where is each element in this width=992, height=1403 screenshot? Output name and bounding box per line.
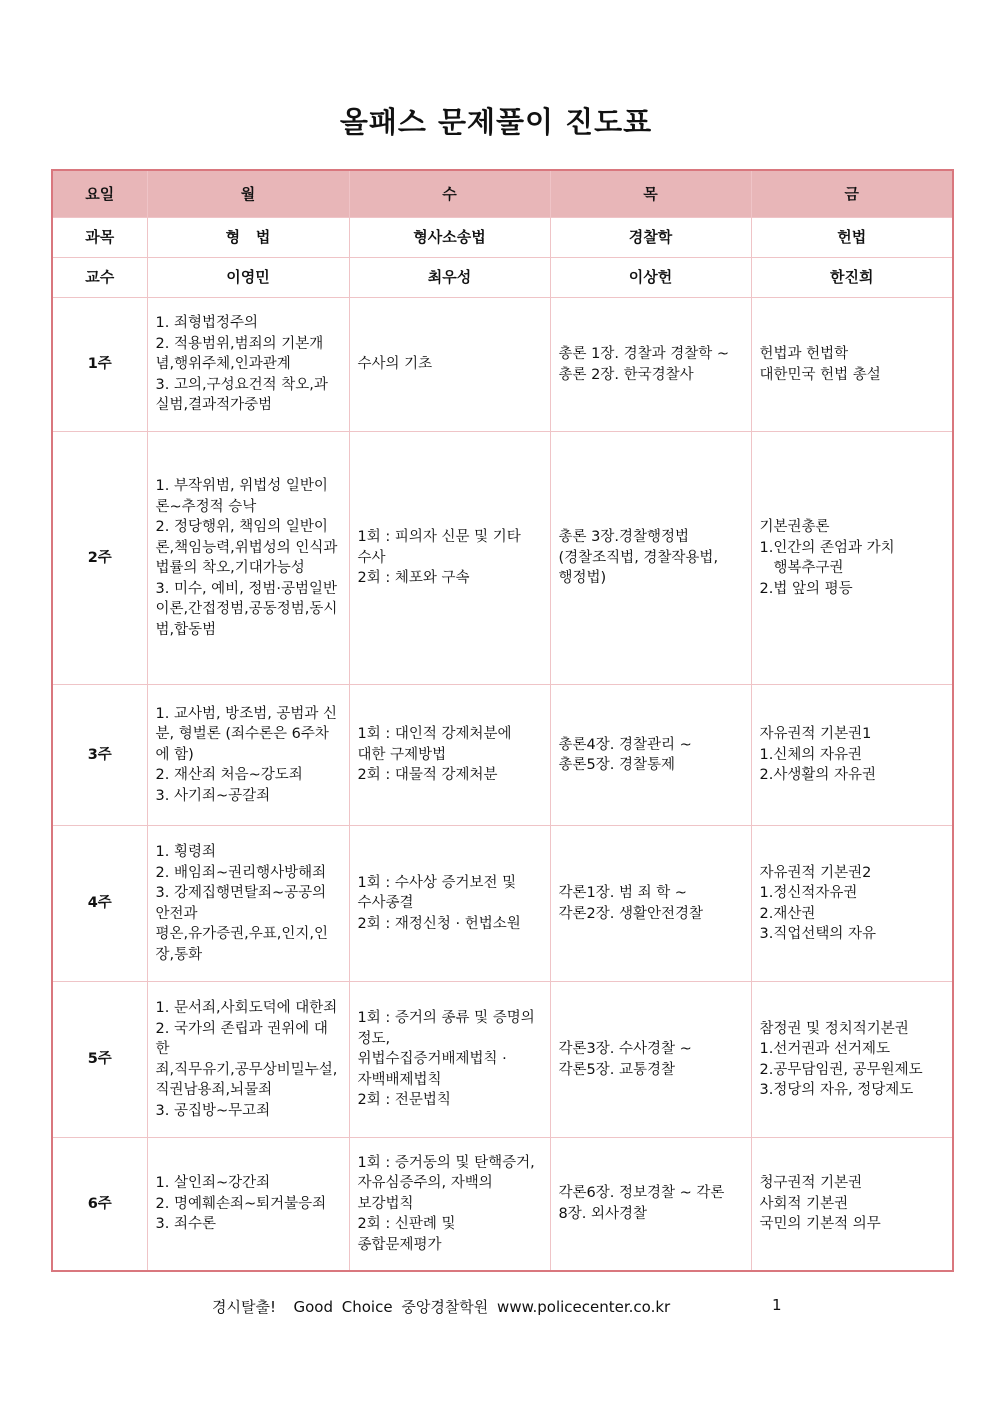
content-line: 2회 : 체포와 구속	[357, 570, 470, 587]
friday-cell	[751, 1138, 953, 1271]
professor-cell: 이상헌	[550, 258, 751, 298]
wednesday-cell	[349, 685, 550, 826]
content-line: 각론1장. 범 죄 학 ~ 각론2장. 생활안전경찰	[558, 885, 704, 922]
content-line: 2. 정당행위, 책임의 일반이론,책임능력,위법성의 인식과 법률의 착오,기대가능성	[155, 519, 338, 576]
content-line: 2회 : 대물적 강제처분	[357, 767, 498, 784]
content-line: 1회 : 증거의 종류 및 증명의 정도,	[357, 1010, 535, 1047]
content-line: 대한민국 헌법 총설	[759, 366, 881, 383]
day-wednesday-cell: 수	[349, 170, 550, 218]
content-line: 평온,유가증권,우표,인지,인장,통화	[155, 926, 329, 963]
content-line: 2. 국가의 존립과 권위에 대한	[155, 1020, 328, 1057]
day-label-cell: 요일	[52, 170, 147, 218]
content-line: 2. 적용범위,범죄의 기본개념,행위주체,인과관계	[155, 335, 324, 373]
subject-label-cell: 과목	[52, 218, 147, 258]
subject-cell: 형 법	[147, 218, 349, 258]
friday-cell	[751, 982, 953, 1138]
thursday-cell	[550, 982, 751, 1138]
content-line: 청구권적 기본권	[759, 1175, 863, 1191]
week-label-cell: 5주	[52, 982, 147, 1138]
content-line: 3. 사기죄~공갈죄	[155, 787, 271, 804]
content-line: 기본권총론	[759, 519, 830, 535]
content-line: 죄,직무유기,공무상비밀누설,직권남용죄,뇌물죄	[155, 1061, 338, 1098]
professor-label-cell: 교수	[52, 258, 147, 298]
thursday-cell	[550, 826, 751, 982]
professor-cell: 한진희	[751, 258, 953, 298]
content-line: 1. 문서죄,사회도덕에 대한죄	[155, 1000, 338, 1016]
content-line: 1.선거권과 선거제도	[759, 1041, 890, 1057]
content-line: 1.정신적자유권	[759, 885, 858, 901]
content-line: 1. 살인죄~강간죄	[155, 1175, 271, 1191]
week-label-cell: 6주	[52, 1138, 147, 1271]
content-line: 2. 명예훼손죄~퇴거불응죄	[155, 1195, 327, 1212]
content-line: 국민의 기본적 의무	[759, 1216, 881, 1232]
week-label-cell: 4주	[52, 826, 147, 982]
content-line: 수사의 기초	[357, 356, 433, 373]
content-line: 행복추구권	[773, 560, 844, 576]
week-row	[52, 826, 953, 982]
wednesday-cell	[349, 826, 550, 982]
content-line: 2회 : 신판례 및 종합문제평가	[357, 1216, 456, 1253]
footer-text: 경시탈출! Good Choice 중앙경찰학원 www.policecenter.co.kr	[212, 1298, 671, 1316]
content-line: 1. 교사범, 방조범, 공범과 신분, 형벌론 (죄수론은 6주차에 함)	[155, 705, 338, 763]
page-number: 1	[772, 1296, 782, 1314]
content-line: 2회 : 전문법칙	[357, 1092, 451, 1109]
content-line: 위법수집증거배제법칙 · 자백배제법칙	[357, 1051, 507, 1088]
content-line: 각론6장. 정보경찰 ~ 각론 8장. 외사경찰	[558, 1185, 725, 1222]
content-line: 3. 고의,구성요건적 착오,과실범,결과적가중범	[155, 376, 328, 414]
content-line: 3. 죄수론	[155, 1216, 216, 1232]
content-line: 2. 배임죄~권리행사방해죄	[155, 864, 327, 881]
day-friday-cell: 금	[751, 170, 953, 218]
content-line: 2.재산권	[759, 905, 816, 922]
week-row	[52, 685, 953, 826]
subject-row	[52, 218, 953, 258]
subject-cell: 경찰학	[550, 218, 751, 258]
content-line: 3.정당의 자유, 정당제도	[759, 1082, 914, 1098]
content-line: 1회 : 수사상 증거보전 및 수사종결	[357, 874, 517, 912]
content-line: 1. 죄형법정주의	[155, 315, 258, 332]
professor-cell: 이영민	[147, 258, 349, 298]
thursday-cell	[550, 298, 751, 432]
page-title: 올패스 문제풀이 진도표	[339, 105, 653, 139]
wednesday-cell	[349, 982, 550, 1138]
week-label-cell: 1주	[52, 298, 147, 432]
content-line: 1회 : 피의자 신문 및 기타 수사	[357, 529, 521, 566]
thursday-cell	[550, 685, 751, 826]
schedule-table	[51, 169, 954, 1272]
subject-cell: 형사소송법	[349, 218, 550, 258]
monday-cell	[147, 1138, 349, 1271]
subject-cell: 헌법	[751, 218, 953, 258]
content-line: 1.신체의 자유권	[759, 746, 862, 763]
day-thursday-cell: 목	[550, 170, 751, 218]
thursday-cell	[550, 1138, 751, 1271]
content-line: 3. 강제집행면탈죄~공공의 안전과	[155, 885, 327, 922]
thursday-cell	[550, 432, 751, 685]
content-line: 1회 : 대인적 강제처분에 대한 구제방법	[357, 726, 512, 763]
monday-cell	[147, 826, 349, 982]
day-monday-cell: 월	[147, 170, 349, 218]
content-line: 총론 1장. 경찰과 경찰학 ~ 총론 2장. 한국경찰사	[558, 346, 729, 383]
content-line: 참정권 및 정치적기본권	[759, 1020, 909, 1037]
content-line: 1. 횡령죄	[155, 844, 216, 860]
content-line: 1. 부작위범, 위법성 일반이론~추정적 승낙	[155, 478, 328, 515]
content-line: 자유권적 기본권1	[759, 726, 872, 743]
week-label-cell: 2주	[52, 432, 147, 685]
monday-cell	[147, 432, 349, 685]
content-line: 총론4장. 경찰관리 ~ 총론5장. 경찰통제	[558, 736, 692, 773]
friday-cell	[751, 685, 953, 826]
monday-cell	[147, 685, 349, 826]
content-line: 2.공무담임권, 공무원제도	[759, 1061, 923, 1078]
monday-cell	[147, 982, 349, 1138]
professor-cell: 최우성	[349, 258, 550, 298]
content-line: 2.사생활의 자유권	[759, 767, 876, 784]
week-row	[52, 982, 953, 1138]
content-line: 2.법 앞의 평등	[759, 580, 853, 597]
content-line: 자유권적 기본권2	[759, 864, 872, 881]
content-line: 총론 3장.경찰행정법 (경찰조직법, 경찰작용법, 행정법)	[558, 529, 719, 587]
content-line: 2회 : 재정신청 · 헌법소원	[357, 915, 521, 932]
friday-cell	[751, 432, 953, 685]
week-row	[52, 432, 953, 685]
content-line: 헌법과 헌법학	[759, 346, 849, 362]
content-line: 각론3장. 수사경찰 ~ 각론5장. 교통경찰	[558, 1041, 692, 1078]
week-label-cell: 3주	[52, 685, 147, 826]
content-line: 1회 : 증거동의 및 탄핵증거, 자유심증주의, 자백의 보강법칙	[357, 1154, 535, 1212]
week-row	[52, 298, 953, 432]
day-header-row	[52, 170, 953, 218]
wednesday-cell	[349, 432, 550, 685]
content-line: 3. 공집방~무고죄	[155, 1102, 271, 1119]
content-line: 1.인간의 존엄과 가치	[759, 539, 895, 556]
content-line: 사회적 기본권	[759, 1195, 849, 1212]
content-line: 3.직업선택의 자유	[759, 926, 876, 942]
friday-cell	[751, 826, 953, 982]
content-line: 2. 재산죄 처음~강도죄	[155, 767, 303, 784]
content-line: 3. 미수, 예비, 정범·공범일반이론,간접정범,공동정범,동시범,합동범	[155, 580, 338, 638]
wednesday-cell	[349, 298, 550, 432]
week-row	[52, 1138, 953, 1271]
professor-row	[52, 258, 953, 298]
friday-cell	[751, 298, 953, 432]
wednesday-cell	[349, 1138, 550, 1271]
monday-cell	[147, 298, 349, 432]
